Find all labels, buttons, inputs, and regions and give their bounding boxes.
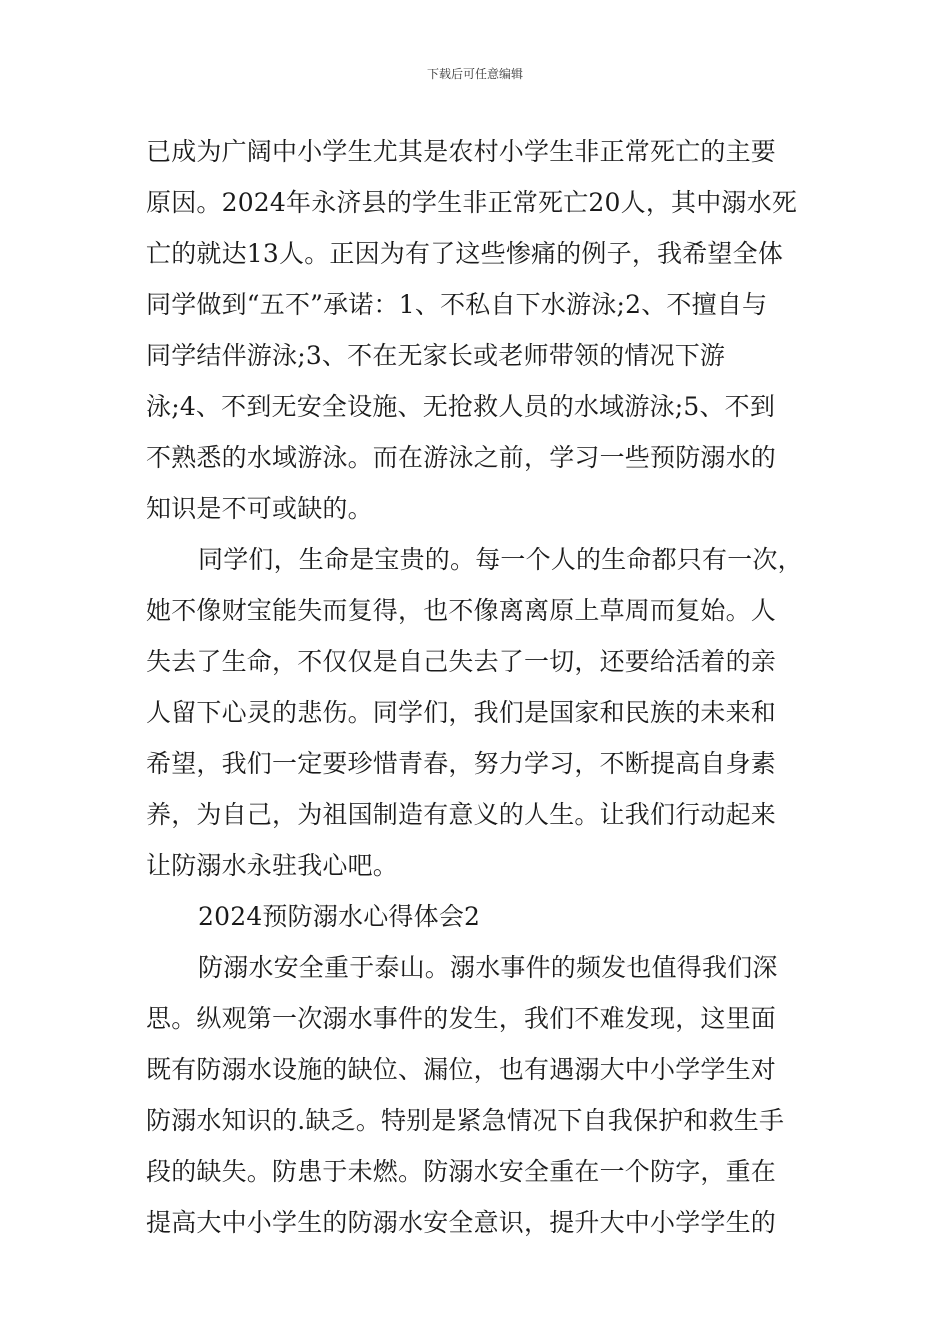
text-line: 泳;4、不到无安全设施、无抢救人员的水域游泳;5、不到: [146, 392, 776, 421]
text-line: 同学结伴游泳;3、不在无家长或老师带领的情况下游: [146, 341, 726, 370]
text-line: 她不像财宝能失而复得，也不像离离原上草周而复始。人: [146, 596, 777, 625]
text-line: 提高大中小学生的防溺水安全意识，提升大中小学学生的: [146, 1208, 777, 1237]
page-header: 下载后可任意编辑: [426, 67, 523, 81]
section-heading: [146, 891, 810, 942]
text-line: 知识是不可或缺的。: [146, 494, 373, 523]
text-line: 不熟悉的水域游泳。而在游泳之前，学习一些预防溺水的: [146, 443, 777, 472]
text-line: 既有防溺水设施的缺位、漏位，也有遇溺大中小学学生对: [146, 1055, 777, 1084]
text-line: 防溺水知识的.缺乏。特别是紧急情况下自我保护和救生手: [146, 1106, 785, 1135]
paragraph-continuation: [146, 126, 810, 534]
text-line: 已成为广阔中小学生尤其是农村小学生非正常死亡的主要: [146, 137, 777, 166]
text-line: 原因。2024年永济县的学生非正常死亡20人，其中溺水死: [146, 188, 798, 217]
text-line: 人留下心灵的悲伤。同学们，我们是国家和民族的未来和: [146, 698, 777, 727]
text-line: 失去了生命，不仅仅是自己失去了一切，还要给活着的亲: [146, 647, 777, 676]
paragraph-safety: [146, 942, 810, 1248]
text-line: 同学们，生命是宝贵的。每一个人的生命都只有一次，: [198, 545, 803, 574]
text-line: 养，为自己，为祖国制造有意义的人生。让我们行动起来: [146, 800, 777, 829]
paragraph-life-is-precious: [146, 534, 810, 891]
text-line: 思。纵观第一次溺水事件的发生，我们不难发现，这里面: [146, 1004, 777, 1033]
text-line: 亡的就达13人。正因为有了这些惨痛的例子，我希望全体: [146, 239, 784, 268]
text-line: 同学做到“五不”承诺：1、不私自下水游泳;2、不擅自与: [146, 290, 768, 319]
text-line: 防溺水安全重于泰山。溺水事件的频发也值得我们深: [198, 953, 778, 982]
text-line: 让防溺水永驻我心吧。: [146, 851, 399, 880]
text-line: 希望，我们一定要珍惜青春，努力学习，不断提高自身素: [146, 749, 777, 778]
text-line: 段的缺失。防患于未燃。防溺水安全重在一个防字，重在: [146, 1157, 777, 1186]
document-body: [146, 126, 810, 1248]
heading-line: 2024预防溺水心得体会2: [198, 902, 481, 931]
